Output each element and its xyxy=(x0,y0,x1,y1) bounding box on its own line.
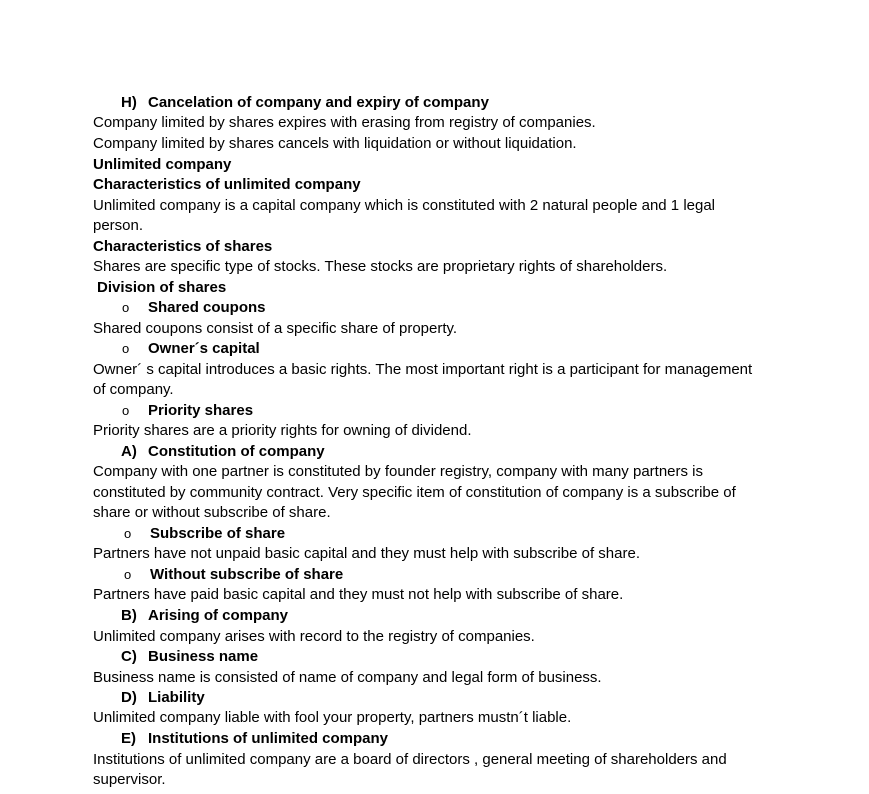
paragraph-line: person. xyxy=(93,217,144,234)
division-heading: Division of shares xyxy=(97,279,227,296)
bullet-item-subscribe xyxy=(124,524,285,544)
bullet-title: Priority shares xyxy=(148,402,254,419)
bullet-title: Owner´s capital xyxy=(148,340,260,357)
bullet-item-owners-capital xyxy=(122,339,260,359)
paragraph-line: Owner´ s capital introduces a basic rights. The most important right is a participant for management xyxy=(93,361,753,378)
paragraph-line: Company limited by shares expires with erasing from registry of companies. xyxy=(93,114,596,131)
section-title: Institutions of unlimited company xyxy=(148,730,388,747)
paragraph-line: Company with one partner is constituted by founder registry, company with many partners is xyxy=(93,463,704,480)
bullet-icon: o xyxy=(122,300,130,315)
paragraph-line: supervisor. xyxy=(93,771,166,788)
section-c-heading xyxy=(121,647,258,667)
section-title: Arising of company xyxy=(148,607,289,624)
bullet-icon: o xyxy=(122,403,130,418)
paragraph-line: Shared coupons consist of a specific share of property. xyxy=(93,320,458,337)
section-marker: C) xyxy=(121,648,137,665)
characteristics-heading: Characteristics of unlimited company xyxy=(93,176,361,193)
section-title: Constitution of company xyxy=(148,443,325,460)
paragraph-line: Company limited by shares cancels with liquidation or without liquidation. xyxy=(93,135,577,152)
section-title: Business name xyxy=(148,648,259,665)
bullet-title: Without subscribe of share xyxy=(150,566,344,583)
unlimited-company-heading: Unlimited company xyxy=(93,156,232,173)
bullet-icon: o xyxy=(124,567,132,582)
paragraph-line: Shares are specific type of stocks. These stocks are proprietary rights of shareholders. xyxy=(93,258,668,275)
bullet-icon: o xyxy=(122,341,130,356)
section-d-heading xyxy=(121,688,205,708)
section-marker: H) xyxy=(121,94,137,111)
bullet-title: Subscribe of share xyxy=(150,525,286,542)
paragraph-line: share or without subscribe of share. xyxy=(93,504,331,521)
paragraph-line: Partners have not unpaid basic capital and they must help with subscribe of share. xyxy=(93,545,640,562)
section-marker: D) xyxy=(121,689,137,706)
paragraph-line: of company. xyxy=(93,381,174,398)
paragraph-line: Unlimited company arises with record to the registry of companies. xyxy=(93,628,535,645)
paragraph-line: Business name is consisted of name of company and legal form of business. xyxy=(93,669,602,686)
bullet-title: Shared coupons xyxy=(148,299,266,316)
bullet-item-coupons xyxy=(122,298,266,318)
bullet-item-without-subscribe xyxy=(124,565,343,585)
section-a-heading xyxy=(121,442,325,462)
section-marker: B) xyxy=(121,607,137,624)
section-h-heading xyxy=(121,93,489,113)
paragraph-line: Unlimited company is a capital company which is constituted with 2 natural people and 1 legal xyxy=(93,197,716,214)
paragraph-line: Partners have paid basic capital and they must not help with subscribe of share. xyxy=(93,586,624,603)
section-b-heading xyxy=(121,606,288,626)
bullet-icon: o xyxy=(124,526,132,541)
paragraph-line: constituted by community contract. Very specific item of constitution of company is a subscribe of xyxy=(93,484,736,501)
paragraph-line: Institutions of unlimited company are a board of directors , general meeting of shareholders and xyxy=(93,751,727,768)
paragraph-line: Unlimited company liable with fool your property, partners mustn´t liable. xyxy=(93,709,572,726)
section-e-heading xyxy=(121,729,388,749)
bullet-item-priority xyxy=(122,401,253,421)
section-marker: A) xyxy=(121,443,137,460)
section-marker: E) xyxy=(121,730,136,747)
section-title: Cancelation of company and expiry of company xyxy=(148,94,489,111)
paragraph-line: Priority shares are a priority rights for owning of dividend. xyxy=(93,422,472,439)
shares-heading: Characteristics of shares xyxy=(93,238,273,255)
section-title: Liability xyxy=(148,689,205,706)
